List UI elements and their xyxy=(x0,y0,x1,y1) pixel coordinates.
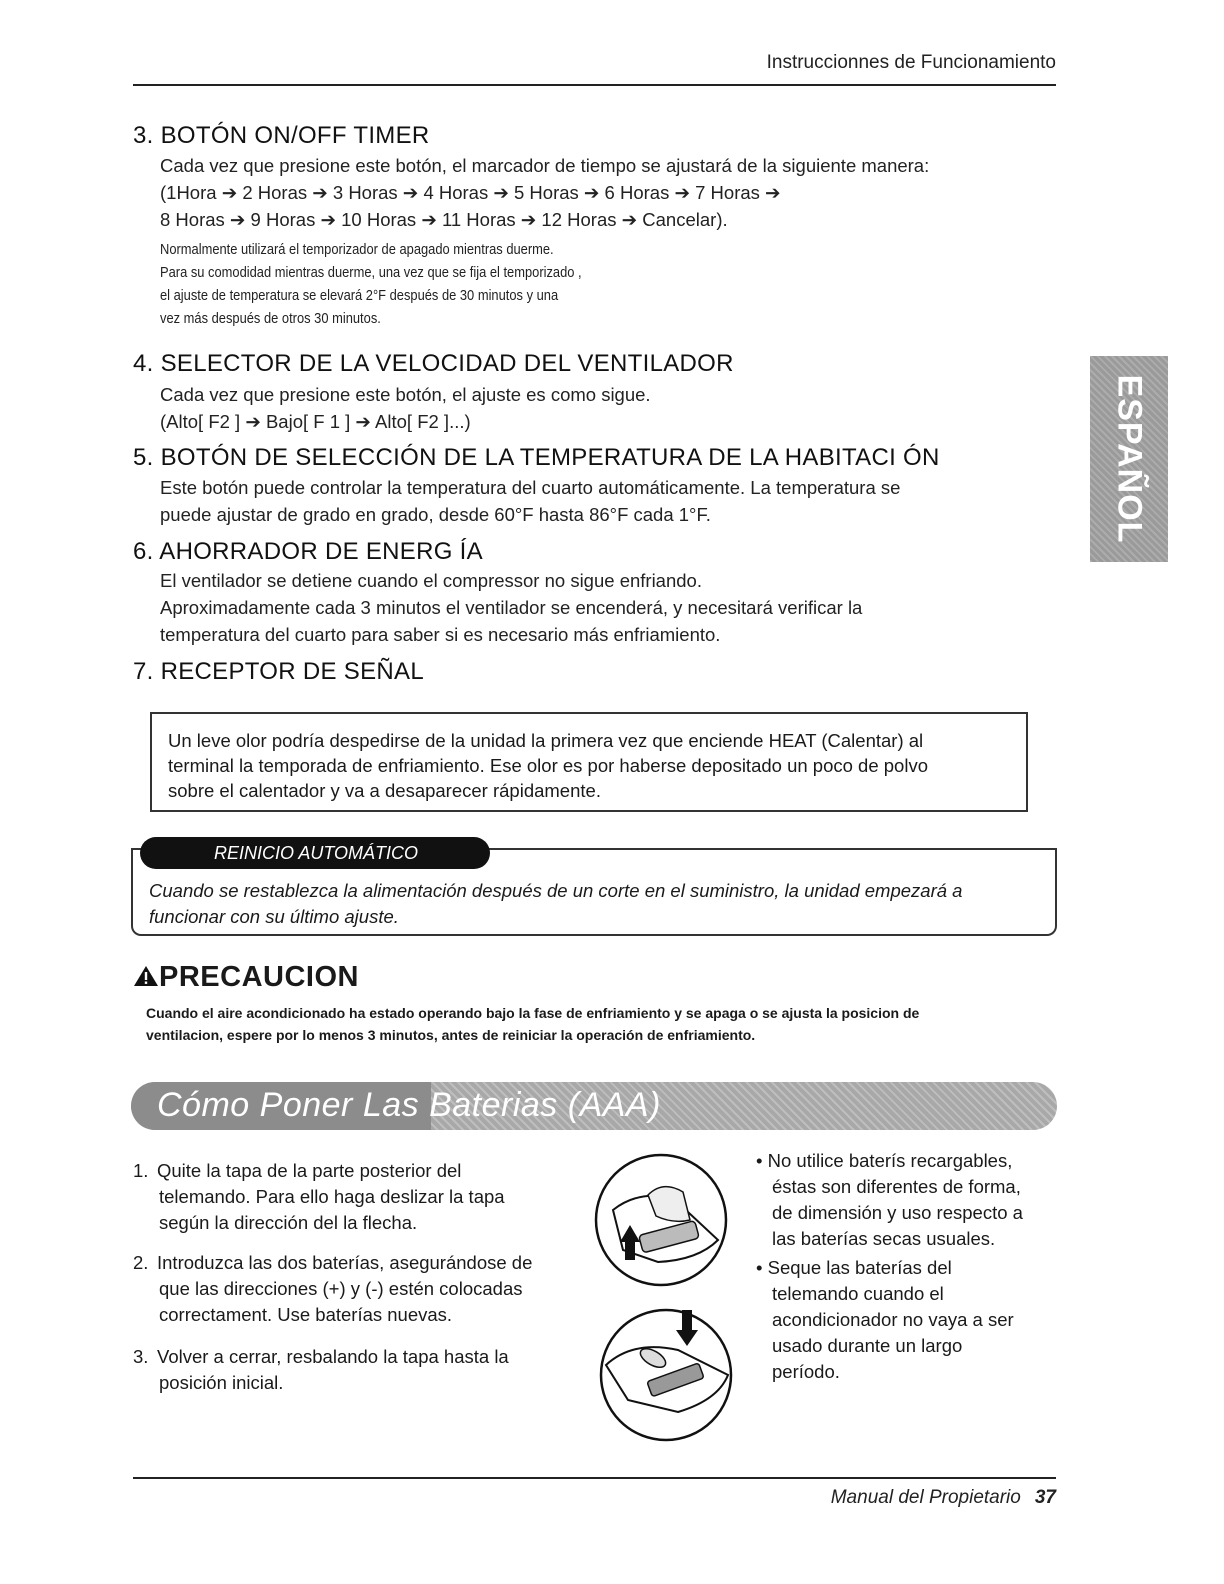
page-number: 37 xyxy=(1034,1487,1056,1508)
step-3-line-1: Volver a cerrar, resbalando la tapa hasta la xyxy=(157,1346,509,1367)
batteries-banner xyxy=(131,1082,1057,1130)
section-5-line-2: puede ajustar de grado en grado, desde 60°F hasta 86°F cada 1°F. xyxy=(160,504,711,525)
language-tab xyxy=(1090,356,1168,562)
odor-note-line-1: Un leve olor podría despedirse de la unidad la primera vez que enciende HEAT (Calentar) al xyxy=(168,730,924,751)
battery-step-1 xyxy=(133,1158,573,1236)
reinicio-line-2: funcionar con su último ajuste. xyxy=(149,906,399,927)
precaucion-text xyxy=(146,1002,1046,1046)
warning-icon xyxy=(133,965,159,987)
step-3-line-2: posición inicial. xyxy=(159,1372,284,1393)
bullet-2-line-2: telemando cuando el xyxy=(772,1283,944,1304)
page-footer xyxy=(133,1487,1056,1509)
battery-bullet-1 xyxy=(756,1148,1056,1252)
section-6-line-2: Aproximadamente cada 3 minutos el ventilador se encenderá, y necesitará verificar la xyxy=(160,597,863,618)
battery-step-3 xyxy=(133,1344,573,1396)
section-4-line-1: Cada vez que presione este botón, el ajuste es como sigue. xyxy=(160,384,651,405)
step-2-line-1: Introduzca las dos baterías, asegurándose de xyxy=(157,1252,533,1273)
section-3-note-3: el ajuste de temperatura se elevará 2°F después de 30 minutos y una xyxy=(160,287,559,304)
bullet-1-line-3: de dimensión y uso respecto a xyxy=(772,1202,1023,1223)
section-4-line-2: (Alto[ F2 ] ➔ Bajo[ F 1 ] ➔ Alto[ F2 ]...) xyxy=(160,411,471,432)
section-5-line-1: Este botón puede controlar la temperatura del cuarto automáticamente. La temperatura se xyxy=(160,477,901,498)
footer-rule xyxy=(133,1477,1056,1479)
bullet-2-line-5: período. xyxy=(772,1361,840,1382)
bullet-2-line-4: usado durante un largo xyxy=(772,1335,963,1356)
section-3-line-2: (1Hora ➔ 2 Horas ➔ 3 Horas ➔ 4 Horas ➔ 5 Horas ➔ 6 Horas ➔ 7 Horas ➔ xyxy=(160,182,781,203)
header-rule xyxy=(133,84,1056,86)
step-number: 1. xyxy=(133,1160,149,1181)
section-3-note-4: vez más después de otros 30 minutos. xyxy=(160,310,381,327)
batteries-banner-title: Cómo Poner Las Baterias (AAA) xyxy=(157,1086,661,1124)
step-1-line-2: telemando. Para ello haga deslizar la tapa xyxy=(159,1186,505,1207)
bullet-1-line-2: éstas son diferentes de forma, xyxy=(772,1176,1021,1197)
reinicio-line-1: Cuando se restablezca la alimentación después de un corte en el suministro, la unidad empezará a xyxy=(149,880,963,901)
bullet-2-line-3: acondicionador no vaya a ser xyxy=(772,1309,1014,1330)
bullet-1-line-4: las baterías secas usuales. xyxy=(772,1228,996,1249)
step-1-line-1: Quite la tapa de la parte posterior del xyxy=(157,1160,462,1181)
odor-note-line-3: sobre el calentador y va a desaparecer rápidamente. xyxy=(168,780,601,801)
section-6-body xyxy=(160,567,862,648)
section-4-body xyxy=(160,381,651,435)
section-6-line-3: temperatura del cuarto para saber si es necesario más enfriamiento. xyxy=(160,624,721,645)
section-3-note-1: Normalmente utilizará el temporizador de apagado mientras duerme. xyxy=(160,241,554,258)
section-6-title: 6. AHORRADOR DE ENERG ÍA xyxy=(133,538,483,565)
section-6-line-1: El ventilador se detiene cuando el compressor no sigue enfriando. xyxy=(160,570,702,591)
bullet-2-line-1: Seque las baterías del xyxy=(767,1257,952,1278)
precaucion-line-1: Cuando el aire acondicionado ha estado operando bajo la fase de enfriamiento y se apaga o se ajusta la posicion de xyxy=(146,1005,920,1021)
odor-note-box xyxy=(150,712,1028,812)
bullet-icon: • xyxy=(756,1150,768,1171)
section-4-title: 4. SELECTOR DE LA VELOCIDAD DEL VENTILADOR xyxy=(133,350,734,377)
step-number: 2. xyxy=(133,1252,149,1273)
bullet-icon: • xyxy=(756,1257,768,1278)
precaucion-line-2: ventilacion, espere por lo menos 3 minutos, antes de reiniciar la operación de enfriamiento. xyxy=(146,1027,756,1043)
bullet-1-line-1: No utilice baterís recargables, xyxy=(767,1150,1013,1171)
section-3-line-1: Cada vez que presione este botón, el marcador de tiempo se ajustará de la siguiente manera: xyxy=(160,155,930,176)
battery-step-2 xyxy=(133,1250,573,1328)
section-5-body xyxy=(160,474,900,528)
language-tab-label: ESPAÑOL xyxy=(1110,374,1149,544)
step-number: 3. xyxy=(133,1346,149,1367)
section-5-title: 5. BOTÓN DE SELECCIÓN DE LA TEMPERATURA DE LA HABITACI ÓN xyxy=(133,444,940,471)
section-3-body xyxy=(160,152,929,233)
running-header: Instruccionnes de Funcionamiento xyxy=(766,52,1056,73)
remote-battery-illustration xyxy=(578,1150,748,1450)
section-3-notes xyxy=(160,238,582,330)
battery-bullet-2 xyxy=(756,1255,1056,1385)
odor-note-line-2: terminal la temporada de enfriamiento. Ese olor es por haberse depositado un poco de polvo xyxy=(168,755,928,776)
section-7-title: 7. RECEPTOR DE SEÑAL xyxy=(133,658,424,685)
section-3-line-3: 8 Horas ➔ 9 Horas ➔ 10 Horas ➔ 11 Horas ➔ 12 Horas ➔ Cancelar). xyxy=(160,209,728,230)
section-3-title: 3. BOTÓN ON/OFF TIMER xyxy=(133,122,430,149)
footer-label: Manual del Propietario xyxy=(830,1487,1021,1508)
precaucion-heading xyxy=(133,961,359,994)
step-1-line-3: según la dirección del la flecha. xyxy=(159,1212,418,1233)
precaucion-title: PRECAUCION xyxy=(159,961,359,993)
step-2-line-3: correctament. Use baterías nuevas. xyxy=(159,1304,453,1325)
step-2-line-2: que las direcciones (+) y (-) estén colocadas xyxy=(159,1278,523,1299)
reinicio-label: REINICIO AUTOMÁTICO xyxy=(140,837,490,869)
section-3-note-2: Para su comodidad mientras duerme, una vez que se fija el temporizado , xyxy=(160,264,582,281)
